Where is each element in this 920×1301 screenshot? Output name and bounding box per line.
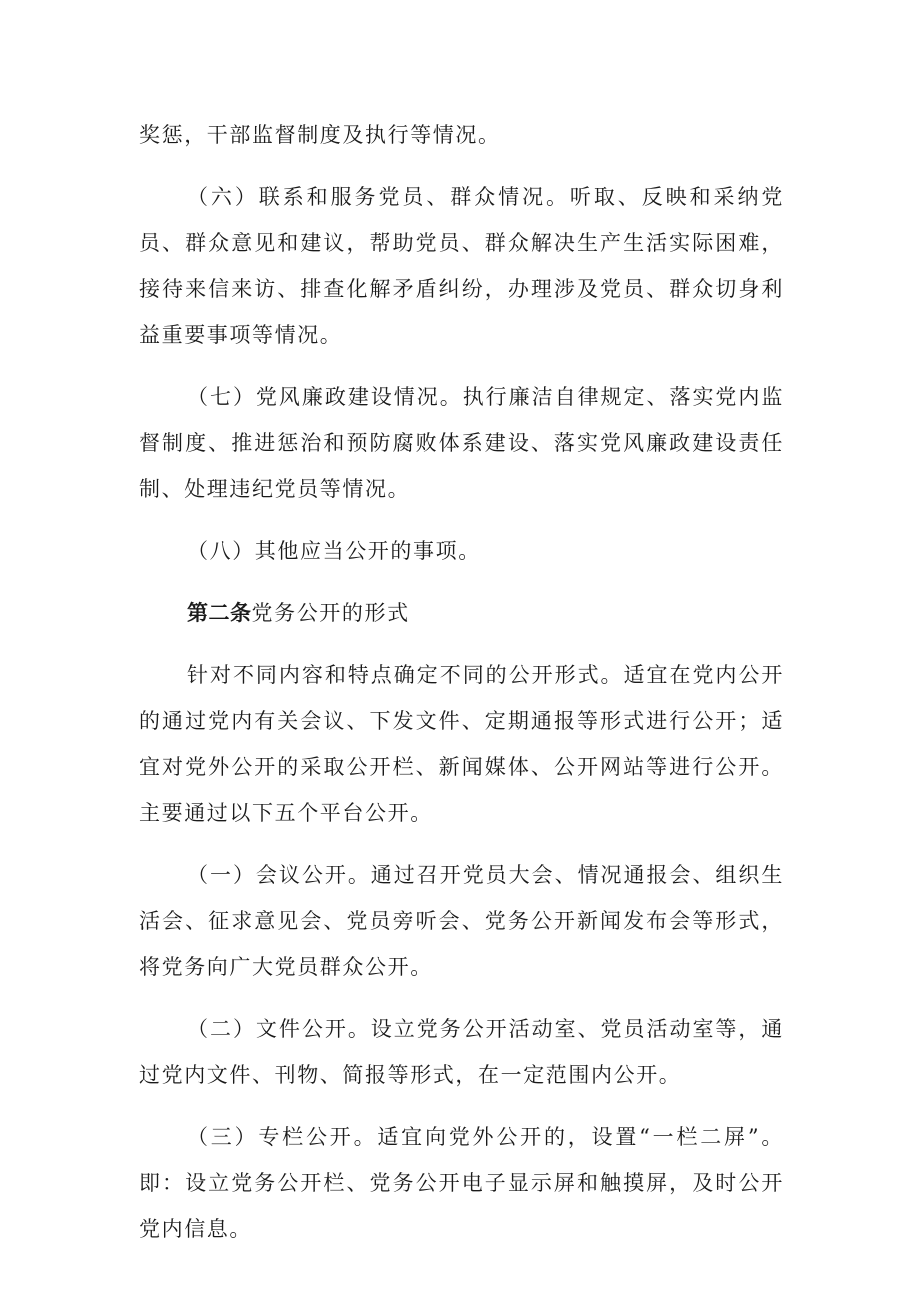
article-number: 第二条 [187,601,252,625]
paragraph-item-6: （六）联系和服务党员、群众情况。听取、反映和采纳党员、群众意见和建议，帮助党员、群众解决生产生活实际困难，接待来信来访、排查化解矛盾纠纷，办理涉及党员、群众切身利益重要事项等情况。 [139,185,784,347]
paragraph-continuation: 奖惩，干部监督制度及执行等情况。 [139,123,501,147]
paragraph-form-2: （二）文件公开。设立党务公开活动室、党员活动室等，通过党内文件、刊物、简报等形式，在一定范围内公开。 [139,1017,784,1087]
paragraph-forms-intro: 针对不同内容和特点确定不同的公开形式。适宜在党内公开的通过党内有关会议、下发文件、定期通报等形式进行公开；适宜对党外公开的采取公开栏、新闻媒体、公开网站等进行公开。主要通过以下五个平台公开。 [139,663,784,825]
paragraph-item-8: （八）其他应当公开的事项。 [187,539,481,563]
article-heading [139,590,784,636]
article-title: 党务公开的形式 [251,601,410,625]
paragraph-form-3: （三）专栏公开。适宜向党外公开的，设置“一栏二屏”。即：设立党务公开栏、党务公开电子显示屏和触摸屏，及时公开党内信息。 [139,1125,784,1241]
paragraph-item-7: （七）党风廉政建设情况。执行廉洁自律规定、落实党内监督制度、推进惩治和预防腐败体系建设、落实党风廉政建设责任制、处理违纪党员等情况。 [139,385,784,501]
paragraph-form-1: （一）会议公开。通过召开党员大会、情况通报会、组织生活会、征求意见会、党员旁听会、党务公开新闻发布会等形式，将党务向广大党员群众公开。 [139,863,784,979]
document-body [139,112,784,1268]
